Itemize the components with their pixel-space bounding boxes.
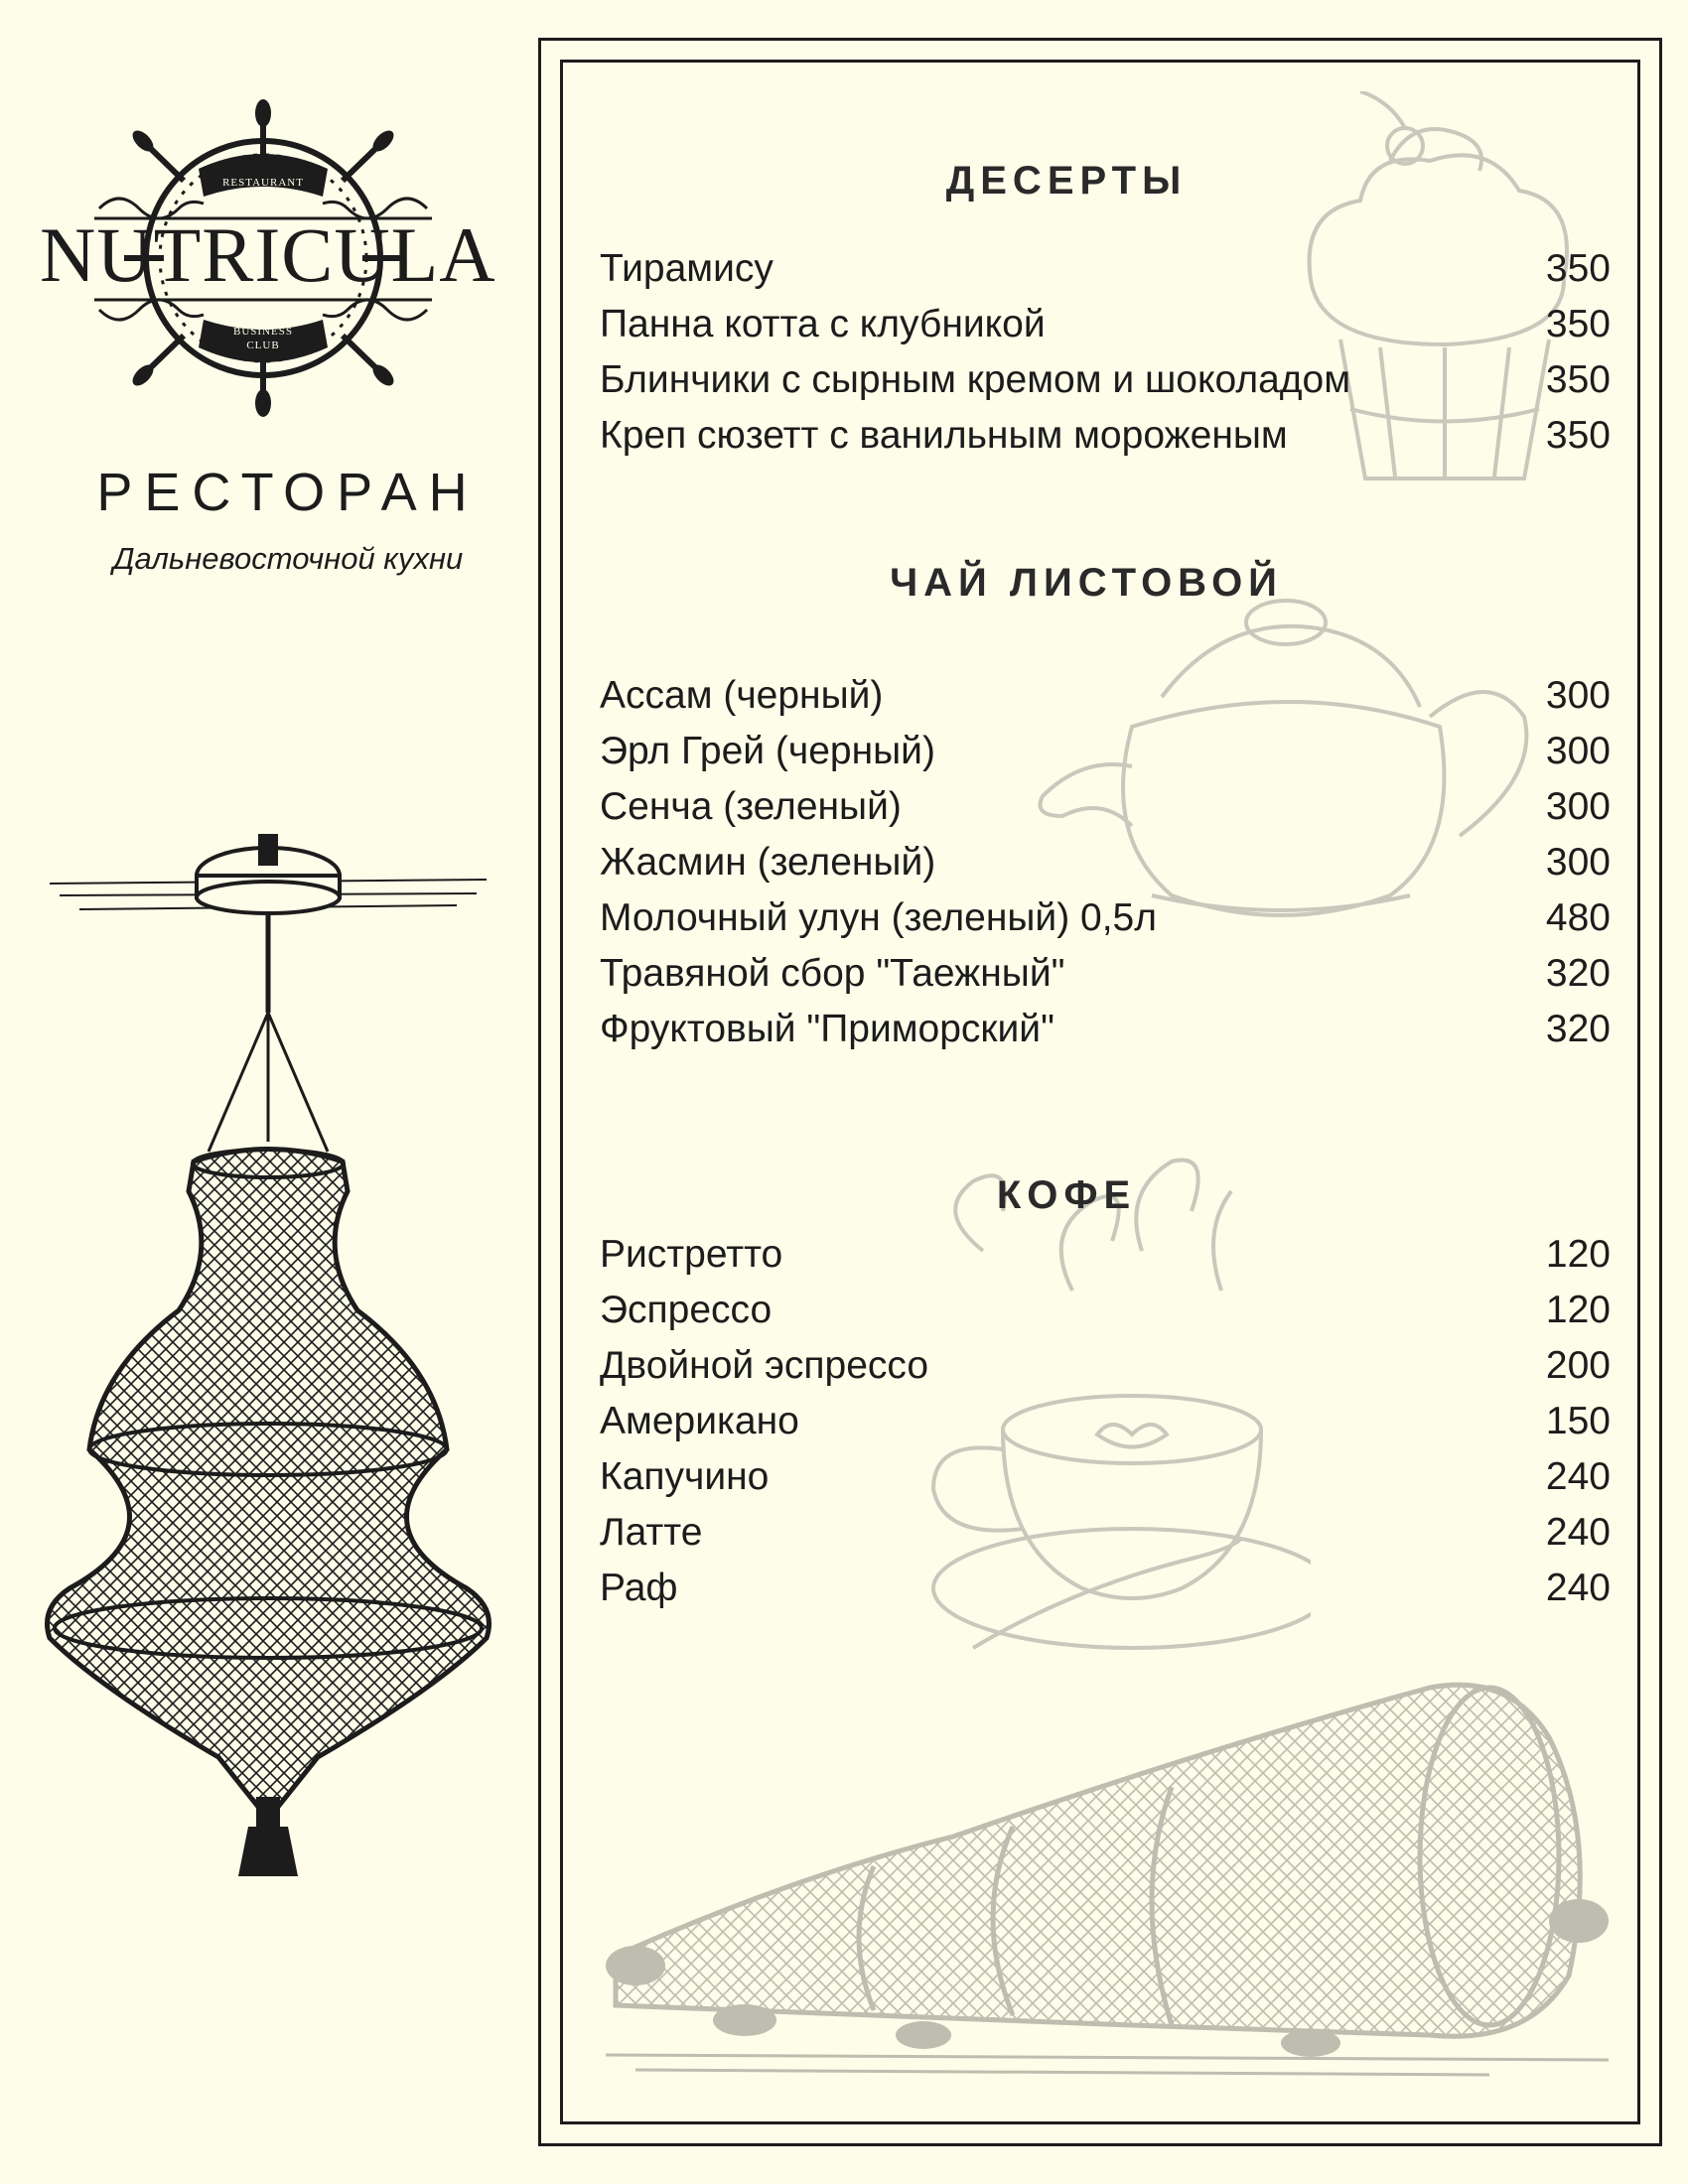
menu-item: [600, 241, 1611, 297]
logo-ribbon-top: RESTAURANT: [222, 177, 304, 189]
item-name: Фруктовый "Приморский": [600, 1008, 1055, 1050]
item-price: 120: [1545, 1289, 1611, 1331]
item-price: 200: [1545, 1344, 1611, 1387]
menu-item: [600, 297, 1611, 352]
item-name: Травяной сбор "Таежный": [600, 952, 1065, 995]
item-name: Раф: [600, 1567, 678, 1609]
menu-item: [600, 1449, 1611, 1505]
item-name: Тирамису: [600, 247, 774, 290]
item-name: Ассам (черный): [600, 674, 884, 717]
item-price: 350: [1545, 414, 1611, 457]
menu-item: [600, 1561, 1611, 1616]
item-price: 300: [1545, 730, 1611, 772]
menu-item: [600, 835, 1611, 890]
item-name: Эрл Грей (черный): [600, 730, 935, 772]
item-price: 240: [1545, 1567, 1611, 1609]
menu-item: [600, 408, 1611, 464]
section-title-coffee: КОФЕ: [996, 1173, 1137, 1217]
menu-item: [600, 1227, 1611, 1283]
menu-item: [600, 1505, 1611, 1561]
item-name: Эспрессо: [600, 1289, 773, 1331]
section-title-desserts: ДЕСЕРТЫ: [945, 159, 1188, 203]
menu-item: [600, 1283, 1611, 1338]
item-name: Панна котта с клубникой: [600, 303, 1046, 345]
menu-item: [600, 352, 1611, 408]
item-price: 240: [1545, 1511, 1611, 1554]
item-name: Сенча (зеленый): [600, 785, 902, 828]
menu-item: [600, 1338, 1611, 1394]
restaurant-subtitle: Дальневосточной кухни: [112, 541, 464, 576]
logo-ribbon-bottom-2: CLUB: [246, 340, 280, 351]
menu-item: [600, 779, 1611, 835]
item-price: 240: [1545, 1455, 1611, 1498]
item-name: Латте: [600, 1511, 703, 1554]
item-name: Американо: [600, 1400, 799, 1442]
item-price: 480: [1545, 896, 1611, 939]
item-name: Ристретто: [600, 1233, 783, 1276]
item-name: Двойной эспрессо: [600, 1344, 929, 1387]
item-price: 350: [1545, 303, 1611, 345]
item-price: 350: [1545, 358, 1611, 401]
item-price: 320: [1545, 1008, 1611, 1050]
item-name: Молочный улун (зеленый) 0,5л: [600, 896, 1157, 939]
brand-name: NUTRICULA: [40, 211, 496, 298]
section-title-tea: ЧАЙ ЛИСТОВОЙ: [890, 561, 1283, 605]
menu-item: [600, 668, 1611, 724]
item-name: Жасмин (зеленый): [600, 841, 936, 884]
item-name: Капучино: [600, 1455, 770, 1498]
item-price: 350: [1545, 247, 1611, 290]
menu-item: [600, 1002, 1611, 1057]
fish-trap-icon: [596, 1678, 1628, 2085]
restaurant-title: РЕСТОРАН: [96, 463, 480, 522]
item-name: Блинчики с сырным кремом и шоколадом: [600, 358, 1351, 401]
item-price: 320: [1545, 952, 1611, 995]
hanging-fish-trap-icon: [20, 814, 516, 1886]
logo: [40, 99, 496, 417]
logo-ribbon-bottom-1: BUSINESS: [233, 326, 293, 338]
item-price: 300: [1545, 841, 1611, 884]
item-name: Креп сюзетт с ванильным мороженым: [600, 414, 1288, 457]
menu-item: [600, 890, 1611, 946]
item-price: 300: [1545, 674, 1611, 717]
menu-item: [600, 724, 1611, 779]
item-price: 150: [1545, 1400, 1611, 1442]
menu-item: [600, 946, 1611, 1002]
menu-item: [600, 1394, 1611, 1449]
item-price: 120: [1545, 1233, 1611, 1276]
item-price: 300: [1545, 785, 1611, 828]
